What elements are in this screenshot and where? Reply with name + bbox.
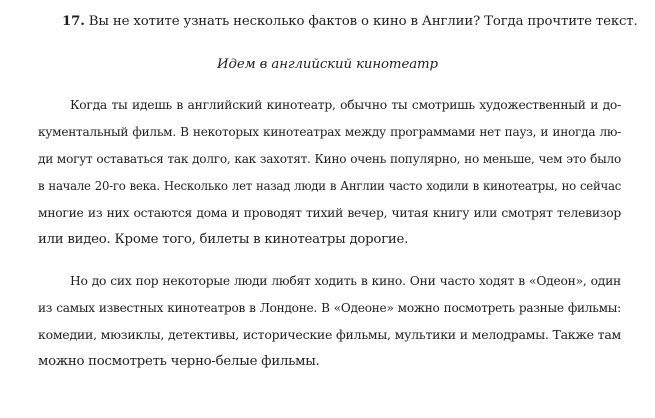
task-prompt <box>62 12 638 32</box>
paragraph-2-line-1: Но до сих пор некоторые люди любят ходить в кино. Они часто ходят в «Одеон», один <box>70 274 621 288</box>
paragraph-1-line-1: Когда ты идешь в английский кинотеатр, обычно ты смотришь художественный и до- <box>70 98 621 112</box>
paragraph-1-line-3: ди могут оставаться так долго, как захотят. Кино очень популярно, но меньше, чем это было <box>38 152 621 166</box>
paragraph-1-line-4: в начале 20-го века. Несколько лет назад люди в Англии часто ходили в кинотеатры, но сейчас <box>38 179 621 193</box>
paragraph-1-line-2: кументальный фильм. В некоторых кинотеатрах между программами нет пауз, и иногда лю- <box>38 125 621 139</box>
task-instruction: Вы не хотите узнать несколько фактов о кино в Англии? Тогда прочтите текст. <box>88 14 638 29</box>
paragraph-1-line-5: многие из них остаются дома и проводят тихий вечер, читая книгу или смотрят телевизор <box>38 206 621 220</box>
paragraph-1-line-6: или видео. Кроме того, билеты в кинотеатры дорогие. <box>38 232 409 247</box>
paragraph-2-line-2: из самых известных кинотеатров в Лондоне. В «Одеоне» можно посмотреть разные фильмы: <box>38 301 621 315</box>
paragraph-2-line-4: можно посмотреть черно-белые фильмы. <box>38 354 320 369</box>
paragraph-2-line-3: комедии, мюзиклы, детективы, исторические фильмы, мультики и мелодрамы. Также там <box>38 327 621 342</box>
task-number: 17. <box>62 14 85 29</box>
article-title: Идем в английский кинотеатр <box>217 57 438 72</box>
